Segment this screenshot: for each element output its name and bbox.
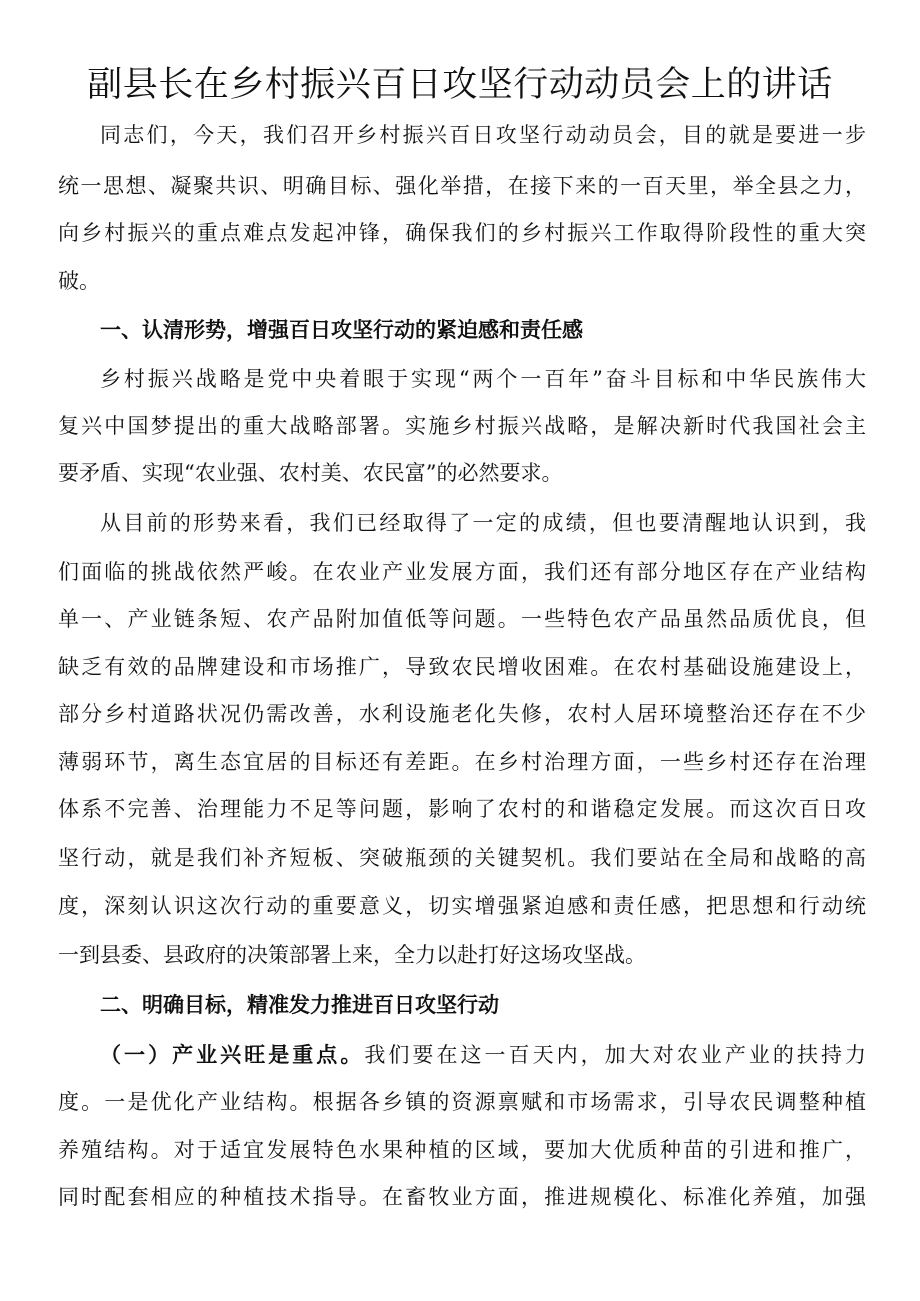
section-1-p2-line-4: 缺乏有效的品牌建设和市场推广，导致农民增收困难。在农村基础设施建设上， xyxy=(58,655,866,679)
section-1-p2-line-3: 单一、产业链条短、农产品附加值低等问题。一些特色农产品虽然品质优良，但 xyxy=(58,607,866,631)
section-1-p1-line-3: 要矛盾、实现“农业强、农村美、农民富”的必然要求。 xyxy=(58,461,563,485)
section-1-p2-line-10: 一到县委、县政府的决策部署上来，全力以赴打好这场攻坚战。 xyxy=(58,943,646,967)
intro-line-3: 向乡村振兴的重点难点发起冲锋，确保我们的乡村振兴工作取得阶段性的重大突 xyxy=(58,221,866,245)
intro-line-4: 破。 xyxy=(58,269,100,293)
section-1-p2-line-2: 们面临的挑战依然严峻。在农业产业发展方面，我们还有部分地区存在产业结构 xyxy=(58,560,866,584)
sub1-label: （一）产业兴旺是重点。 xyxy=(100,1042,365,1067)
section-2-sub1-line-3: 养殖结构。对于适宜发展特色水果种植的区域，要加大优质种苗的引进和推广， xyxy=(58,1138,866,1162)
section-1-p2-line-8: 坚行动，就是我们补齐短板、突破瓶颈的关键契机。我们要站在全局和战略的高 xyxy=(58,846,866,870)
sub1-first-text: 我们要在这一百天内，加大对农业产业的扶持力 xyxy=(364,1043,867,1067)
section-1-p2-line-1: 从目前的形势来看，我们已经取得了一定的成绩，但也要清醒地认识到，我 xyxy=(100,511,866,535)
section-1-p2-line-7: 体系不完善、治理能力不足等问题，影响了农村的和谐稳定发展。而这次百日攻 xyxy=(58,797,866,821)
section-2-sub1-line-4: 同时配套相应的种植技术指导。在畜牧业方面，推进规模化、标准化养殖，加强 xyxy=(58,1185,866,1209)
section-1-p2-line-6: 薄弱环节，离生态宜居的目标还有差距。在乡村治理方面，一些乡村还存在治理 xyxy=(58,750,866,774)
intro-line-1: 同志们，今天，我们召开乡村振兴百日攻坚行动动员会，目的就是要进一步 xyxy=(100,123,866,147)
section-1-p1-line-1: 乡村振兴战略是党中央着眼于实现“两个一百年”奋斗目标和中华民族伟大 xyxy=(100,367,866,391)
section-1-p2-line-5: 部分乡村道路状况仍需改善，水利设施老化失修，农村人居环境整治还存在不少 xyxy=(58,702,866,726)
section-1-p1-line-2: 复兴中国梦提出的重大战略部署。实施乡村振兴战略，是解决新时代我国社会主 xyxy=(58,414,866,438)
document-title: 副县长在乡村振兴百日攻坚行动动员会上的讲话 xyxy=(87,65,833,105)
section-2-sub1-line-1 xyxy=(100,1040,866,1070)
section-2-heading: 二、明确目标，精准发力推进百日攻坚行动 xyxy=(100,992,499,1017)
intro-line-2: 统一思想、凝聚共识、明确目标、强化举措，在接下来的一百天里，举全县之力， xyxy=(58,174,866,198)
section-1-heading: 一、认清形势，增强百日攻坚行动的紧迫感和责任感 xyxy=(100,317,583,342)
section-2-sub1-line-2: 度。一是优化产业结构。根据各乡镇的资源禀赋和市场需求，引导农民调整种植 xyxy=(58,1090,866,1114)
section-1-p2-line-9: 度，深刻认识这次行动的重要意义，切实增强紧迫感和责任感，把思想和行动统 xyxy=(58,894,866,918)
